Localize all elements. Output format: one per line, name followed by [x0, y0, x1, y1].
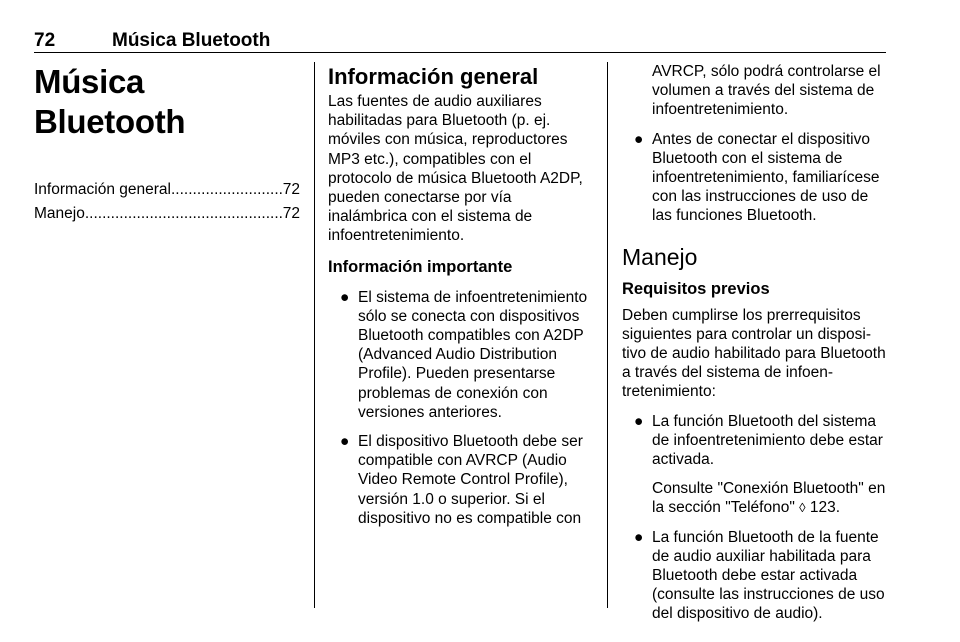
toc-leader [85, 202, 283, 226]
toc-entry-page: 72 [282, 205, 300, 222]
list-item [622, 412, 886, 518]
list-item-text: La función Bluetooth de la fuente de audio auxiliar habilitada para Bluetooth debe estar activada (consulte las instrucciones de uso del dispositivo de audio). [652, 528, 885, 623]
page-number: 72 [34, 30, 56, 51]
toc-entry-page: 72 [282, 181, 300, 198]
cross-reference-page: 123. [809, 499, 841, 517]
list-item-text: La función Bluetooth del sistema de infoentretenimiento debe estar activada. [652, 412, 883, 469]
requirements-heading: Requisitos previos [622, 279, 770, 298]
running-header [34, 30, 886, 52]
column-divider-2 [607, 62, 608, 608]
section-heading-manejo: Manejo [622, 243, 698, 270]
important-list [328, 288, 594, 528]
toc-entry-label: Manejo [34, 205, 85, 222]
cross-reference[interactable] [652, 479, 886, 517]
toc-entry[interactable] [34, 202, 300, 226]
toc-entry[interactable] [34, 178, 300, 202]
column-divider-1 [314, 62, 315, 608]
bullet-icon: ● [634, 528, 644, 546]
list-item-text: El sistema de infoentretenimiento sólo se conecta con dispositivos Bluetooth compatibles con A2DP (Advanced Audio Distribution Profile). Pueden presentarse problemas de conexión con versiones anteriores. [358, 288, 588, 421]
header-rule [34, 52, 886, 53]
general-intro: Las fuentes de audio auxiliares habilitadas para Bluetooth (p. ej. móviles con música, reproductores MP3 etc.), compatibles con el protocolo de música Bluetooth A2DP, pueden conectarse por vía inalámbrica con el sistema de infoentretenimiento. [328, 93, 583, 245]
bullet-icon: ● [634, 412, 644, 430]
list-item [622, 130, 886, 226]
reference-arrow-icon: ◊ [799, 500, 806, 516]
list-item [622, 528, 886, 624]
list-item-text: Antes de conectar el dispositivo Bluetooth con el sistema de infoentretenimiento, familiarícese con las instrucciones de uso de las funciones Bluetooth. [652, 130, 880, 225]
manejo-intro: Deben cumplirse los prerrequisitos siguientes para controlar un dispositivo de audio habilitado para Bluetooth a través del sistema de infoentretenimiento: [622, 306, 886, 401]
table-of-contents [34, 178, 300, 226]
cross-reference-text: Consulte "Conexión Bluetooth" en la sección "Teléfono" [652, 480, 886, 517]
important-heading: Información importante [328, 257, 513, 276]
bullet-icon: ● [340, 288, 350, 306]
chapter-title: Música Bluetooth [34, 63, 186, 140]
bullet-icon: ● [340, 433, 350, 451]
column-2 [328, 62, 594, 528]
list-item [328, 288, 594, 422]
bullet-icon: ● [634, 130, 644, 148]
toc-leader [171, 178, 283, 202]
list-item-text: El dispositivo Bluetooth debe ser compatible con AVRCP (Audio Video Remote Control Profile), versión 1.0 o superior. Si el dispositivo no es compatible con [358, 433, 583, 527]
section-heading-general: Información general [328, 64, 539, 89]
continued-text: AVRCP, sólo podrá controlarse el volumen a través del sistema de infoentretenimiento. [652, 63, 881, 119]
running-title: Música Bluetooth [112, 30, 271, 51]
column-1 [34, 62, 300, 226]
column-3 [622, 62, 886, 624]
requirements-list [622, 412, 886, 624]
general-list-continued [622, 130, 886, 226]
list-item [328, 432, 594, 528]
toc-entry-label: Información general [34, 181, 171, 198]
